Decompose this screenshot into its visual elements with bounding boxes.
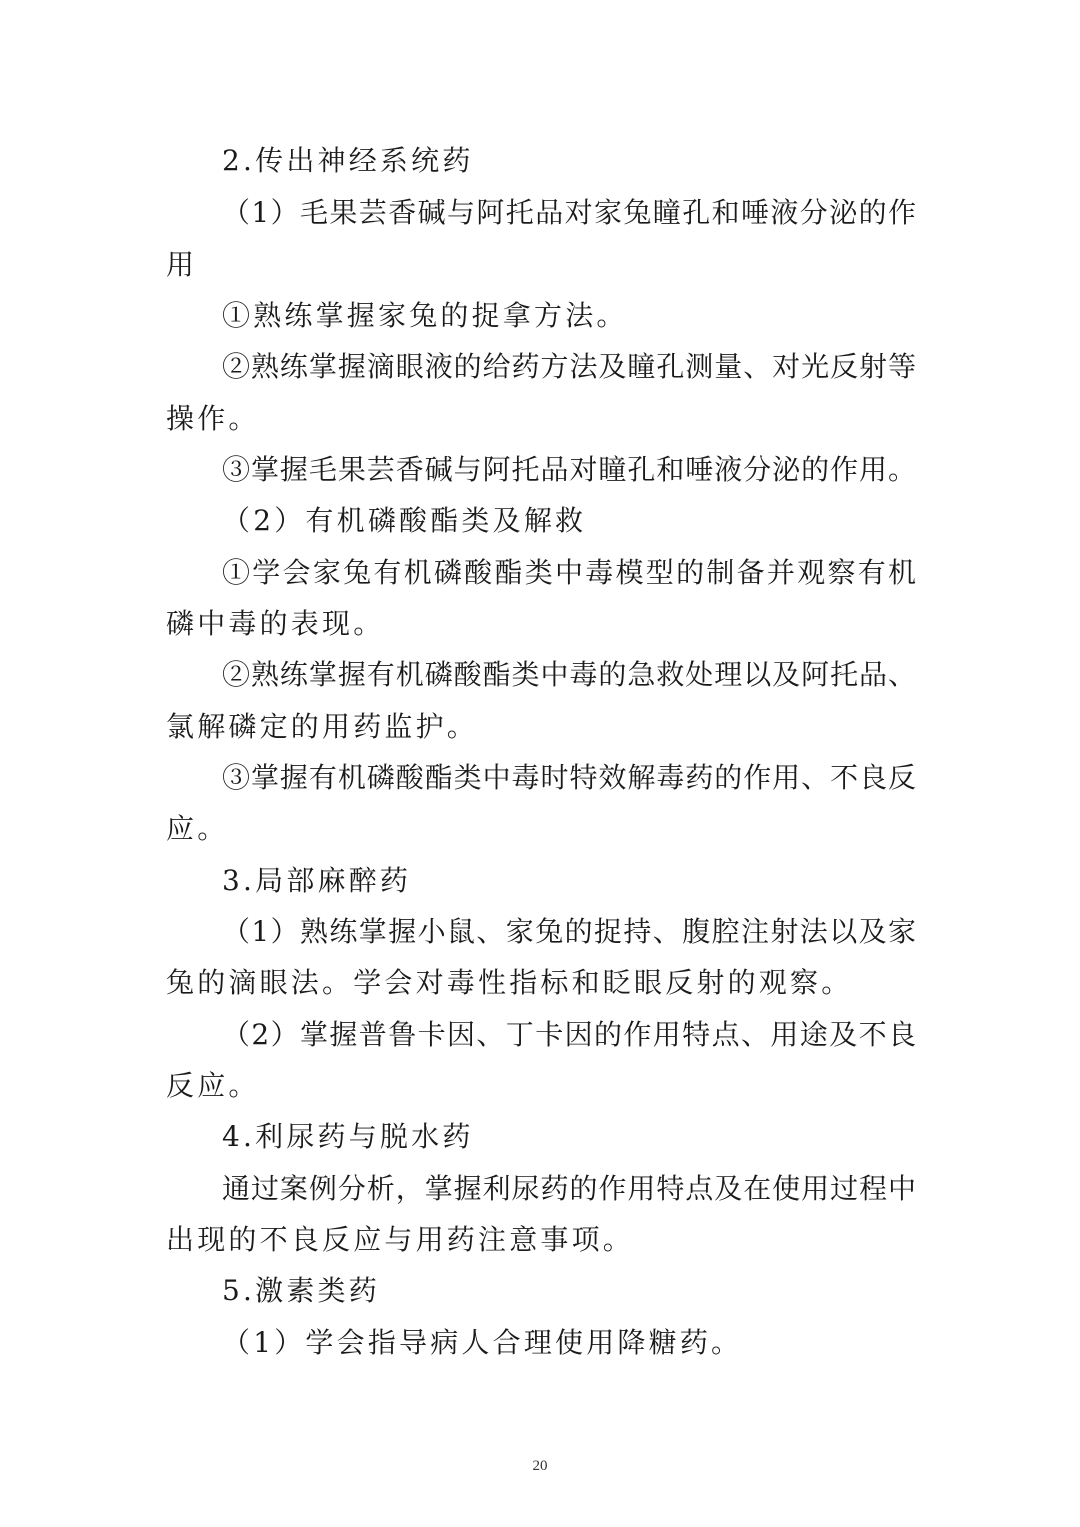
list-item: ①学会家兔有机磷酸酯类中毒模型的制备并观察有机 <box>222 556 916 589</box>
paragraph-line: 磷中毒的表现。 <box>166 607 385 640</box>
paragraph-line: 用 <box>166 248 198 281</box>
list-item: ③掌握毛果芸香碱与阿托品对瞳孔和唾液分泌的作用。 <box>222 453 916 486</box>
subsection-heading: （2）掌握普鲁卡因、丁卡因的作用特点、用途及不良 <box>222 1018 916 1051</box>
paragraph-line: 氯解磷定的用药监护。 <box>166 710 479 743</box>
list-item: ①熟练掌握家兔的捉拿方法。 <box>222 299 628 332</box>
paragraph-line: 应。 <box>166 812 229 845</box>
section-heading: 4.利尿药与脱水药 <box>222 1120 474 1153</box>
list-item: ③掌握有机磷酸酯类中毒时特效解毒药的作用、不良反 <box>222 761 916 794</box>
section-heading: 5.激素类药 <box>222 1274 380 1307</box>
paragraph-line: 操作。 <box>166 402 260 435</box>
subsection-heading: （2）有机磷酸酯类及解救 <box>222 504 587 537</box>
list-item: ②熟练掌握有机磷酸酯类中毒的急救处理以及阿托品、 <box>222 658 916 691</box>
subsection-heading: （1）熟练掌握小鼠、家兔的捉持、腹腔注射法以及家 <box>222 915 916 948</box>
paragraph-line: 反应。 <box>166 1069 260 1102</box>
section-heading: 2.传出神经系统药 <box>222 144 474 177</box>
page-number: 20 <box>532 1458 548 1474</box>
section-heading: 3.局部麻醉药 <box>222 864 412 897</box>
paragraph-line: 通过案例分析，掌握利尿药的作用特点及在使用过程中 <box>222 1172 916 1205</box>
paragraph-line: 兔的滴眼法。学会对毒性指标和眨眼反射的观察。 <box>166 966 853 999</box>
subsection-heading: （1）毛果芸香碱与阿托品对家兔瞳孔和唾液分泌的作 <box>222 196 916 229</box>
list-item: ②熟练掌握滴眼液的给药方法及瞳孔测量、对光反射等 <box>222 350 916 383</box>
paragraph-line: 出现的不良反应与用药注意事项。 <box>166 1223 635 1256</box>
subsection-heading: （1）学会指导病人合理使用降糖药。 <box>222 1326 743 1359</box>
